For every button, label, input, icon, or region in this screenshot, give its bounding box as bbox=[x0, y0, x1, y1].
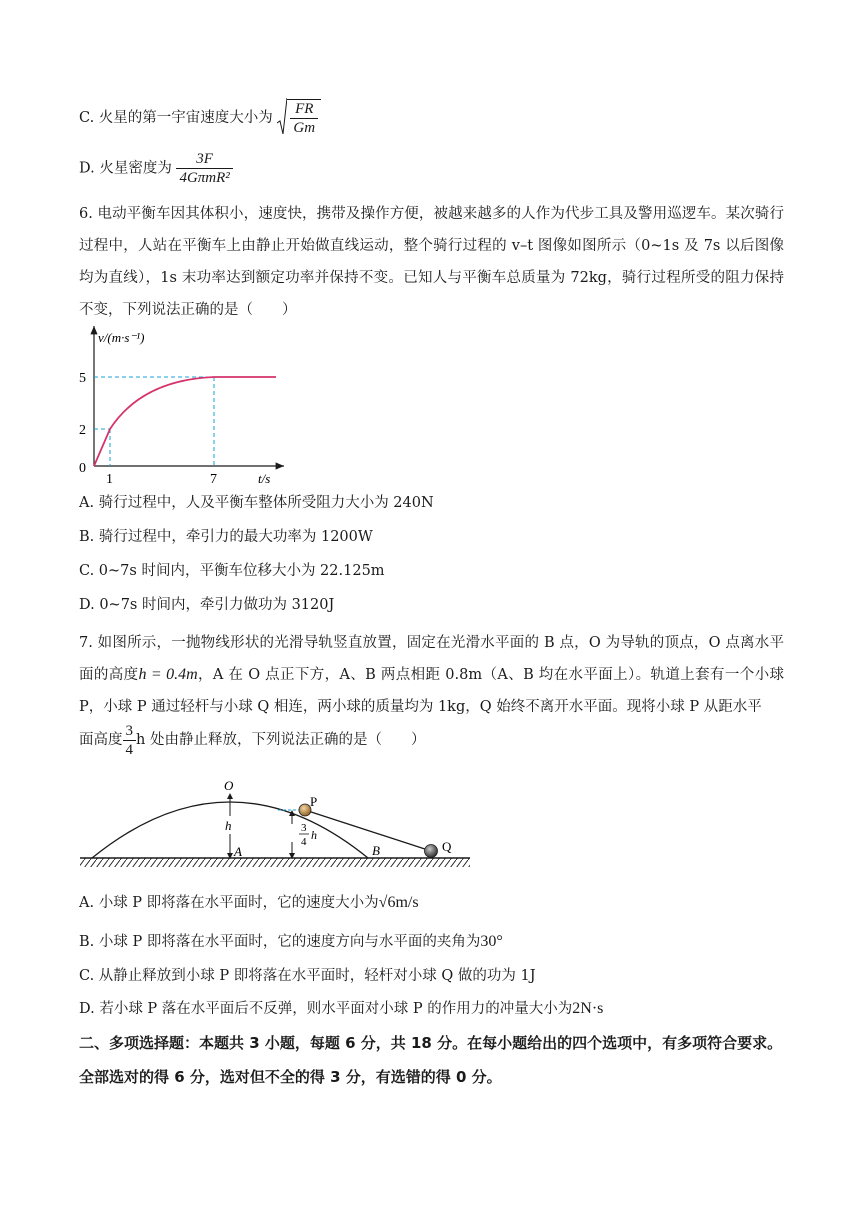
label-q: Q bbox=[442, 839, 452, 854]
q7-option-d-math: 2N·s bbox=[572, 1000, 604, 1017]
label-p: P bbox=[310, 794, 318, 809]
vt-curve bbox=[94, 377, 276, 466]
q7-stem bbox=[79, 627, 784, 723]
q6-vt-graph bbox=[72, 320, 292, 488]
q7-option-d bbox=[79, 999, 603, 1019]
sqrt-expression bbox=[277, 98, 321, 138]
label-b: B bbox=[372, 843, 380, 858]
origin-label: 0 bbox=[79, 461, 86, 476]
x-axis-label: t/s bbox=[258, 471, 271, 486]
label-o: O bbox=[224, 778, 234, 793]
q7-stem-suffix: h 处由静止释放，下列说法正确的是（ ） bbox=[136, 732, 426, 748]
q7-option-d-text: D. 若小球 P 落在水平面后不反弹，则水平面对小球 P 的作用力的冲量大小为 bbox=[79, 1001, 573, 1017]
x-tick-7: 7 bbox=[210, 472, 217, 487]
light-rod bbox=[305, 810, 431, 851]
q5-option-d bbox=[79, 150, 233, 187]
q6-option-d: D. 0~7s 时间内，牵引力做功为 3120J bbox=[79, 597, 335, 613]
q7-figure bbox=[78, 772, 478, 872]
q7-option-a bbox=[79, 890, 419, 916]
q7-height-value: h = 0.4m bbox=[138, 666, 198, 683]
q7-fraction-den: 4 bbox=[125, 741, 133, 758]
section-2-heading: 二、多项选择题：本题共 3 小题，每题 6 分，共 18 分。在每小题给出的四个选项中，有多项符合要求。全部选对的得 6 分，选对但不全的得 3 分，有选错的得 0 分。 bbox=[79, 1034, 783, 1086]
y-tick-5: 5 bbox=[79, 371, 86, 386]
label-frac-h: h bbox=[311, 828, 317, 842]
y-tick-2: 2 bbox=[79, 423, 86, 438]
label-h: h bbox=[225, 818, 232, 833]
q6-option-b: B. 骑行过程中，牵引力的最大功率为 1200W bbox=[79, 529, 373, 545]
q7-option-a-math: √6m/s bbox=[378, 894, 419, 911]
q7-fraction-num: 3 bbox=[123, 722, 137, 741]
x-tick-1: 1 bbox=[106, 472, 113, 487]
q7-stem-part2: ，A 在 O 点正下方，A、B 两点相距 0.8m（A、B 均在水平面上）。轨道上套有一个小球 P，小球 P 通过轻杆与小球 Q 相连，两小球的质量均为 1kg，Q 始终不离开水平面。现将小球 P 从距水平 bbox=[79, 667, 785, 715]
label-a: A bbox=[234, 844, 242, 859]
q7-stem-last-line bbox=[79, 720, 425, 760]
q5-option-c bbox=[79, 98, 321, 138]
q7-stem-part1: 7. 如图所示，一抛物线形状的光滑导轨竖直放置，固定在光滑水平面的 B 点，O 为导轨的顶点，O 点离水平面的高度 bbox=[79, 635, 784, 683]
q6-stem: 6. 电动平衡车因其体积小，速度快，携带及操作方便，被越来越多的人作为代步工具及警用巡逻车。某次骑行过程中，人站在平衡车上由静止开始做直线运动，整个骑行过程的 v–t 图像如图所示（0~1s 及 7s 以后图像均为直线），1s 末功率达到额定功率并保持不变。已知人与平衡车总质量为 72kg，骑行过程所受的阻力保持不变，下列说法正确的是（ ） bbox=[79, 206, 784, 318]
q5-option-d-text: D. 火星密度为 bbox=[79, 160, 172, 177]
label-3: 3 bbox=[301, 822, 307, 834]
q7-option-b bbox=[79, 932, 503, 952]
q7-option-c: C. 从静止释放到小球 P 即将落在水平面时，轻杆对小球 Q 做的功为 1J bbox=[79, 968, 536, 984]
ball-q bbox=[425, 845, 438, 858]
q5-c-numerator: FR bbox=[290, 100, 318, 119]
q5-d-denominator: 4GπmR² bbox=[179, 170, 230, 186]
q5-c-denominator: Gm bbox=[293, 119, 316, 136]
q6-option-a: A. 骑行过程中，人及平衡车整体所受阻力大小为 240N bbox=[79, 495, 434, 511]
y-axis-label: v/(m·s⁻¹) bbox=[98, 330, 145, 345]
q7-stem-prefix: 面高度 bbox=[79, 732, 123, 748]
q7-option-b-text: B. 小球 P 即将落在水平面时，它的速度方向与水平面的夹角为 bbox=[79, 934, 481, 950]
q7-option-a-text: A. 小球 P 即将落在水平面时，它的速度大小为 bbox=[79, 895, 379, 911]
q7-option-b-math: 30° bbox=[480, 933, 503, 950]
sqrt-sign-icon bbox=[277, 98, 287, 138]
q6-option-c: C. 0~7s 时间内，平衡车位移大小为 22.125m bbox=[79, 563, 385, 579]
q5-d-numerator: 3F bbox=[176, 150, 232, 169]
q5-option-c-text: C. 火星的第一宇宙速度大小为 bbox=[79, 110, 273, 126]
label-4: 4 bbox=[301, 836, 307, 848]
ground-hatching bbox=[80, 858, 470, 867]
